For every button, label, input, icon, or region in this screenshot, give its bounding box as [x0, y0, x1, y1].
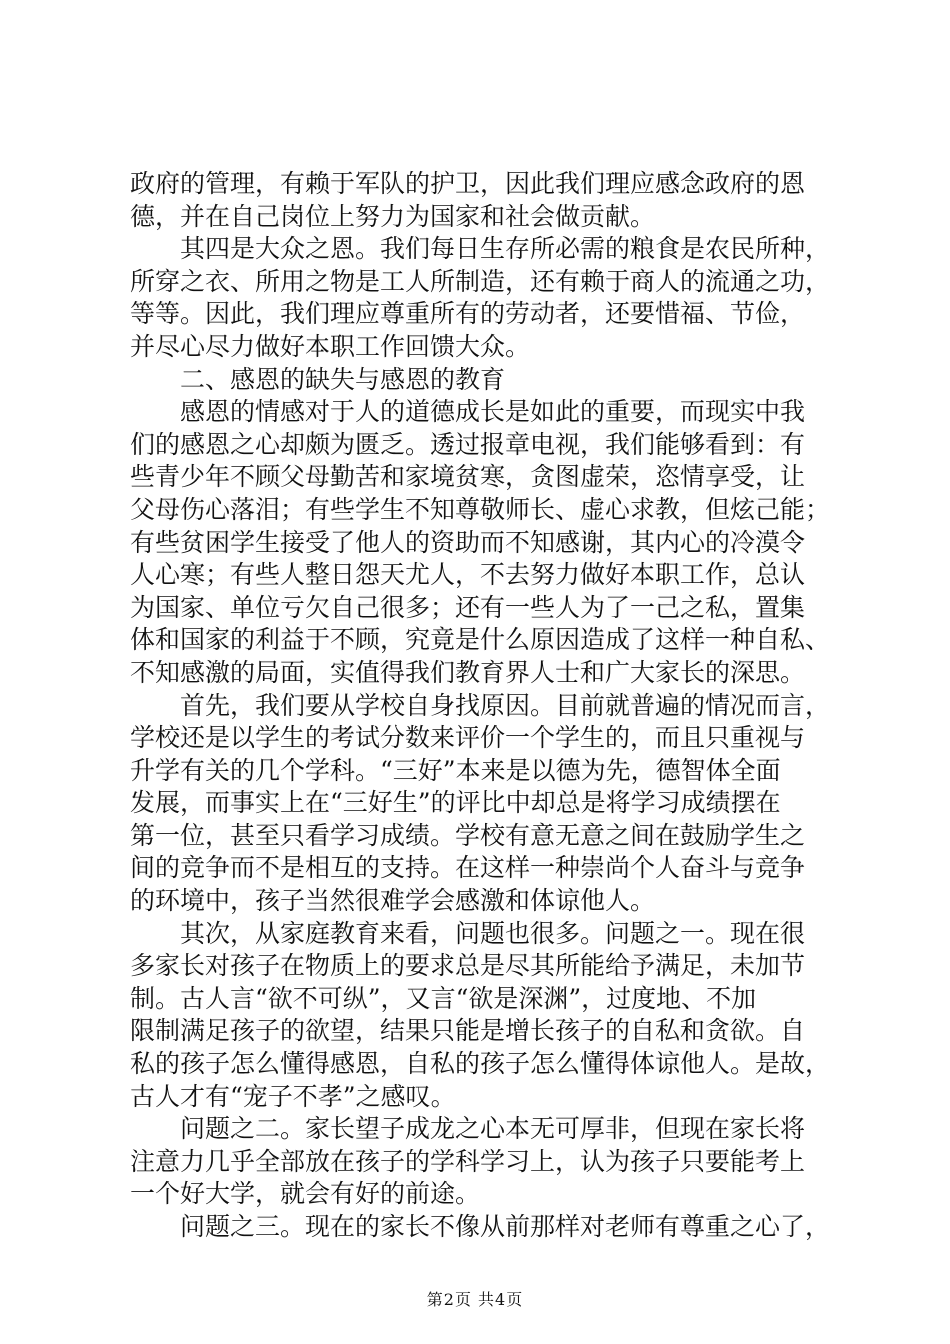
text-line: 所穿之衣、所用之物是工人所制造，还有赖于商人的流通之功，: [130, 266, 831, 296]
page-footer: 第2页 共4页: [426, 1290, 524, 1309]
text-line: 升学有关的几个学科。“三好”本来是以德为先，德智体全面: [130, 755, 781, 785]
text-line: 问题之二。家长望子成龙之心本无可厚非，但现在家长将: [180, 1114, 806, 1144]
text-line: 等等。因此，我们理应尊重所有的劳动者，还要惜福、节俭，: [130, 299, 806, 329]
text-line: 间的竞争而不是相互的支持。在这样一种崇尚个人奋斗与竞争: [130, 853, 806, 883]
text-line: 其次，从家庭教育来看，问题也很多。问题之一。现在很: [180, 918, 806, 948]
text-line: 有些贫困学生接受了他人的资助而不知感谢，其内心的冷漠令: [130, 527, 806, 557]
text-line: 感恩的情感对于人的道德成长是如此的重要，而现实中我: [180, 397, 806, 427]
text-line: 首先，我们要从学校自身找原因。目前就普遍的情况而言，: [180, 690, 831, 720]
text-line: 学校还是以学生的考试分数来评价一个学生的，而且只重视与: [130, 723, 806, 753]
text-line: 一个好大学，就会有好的前途。: [130, 1179, 481, 1209]
text-line: 父母伤心落泪；有些学生不知尊敬师长、虚心求教，但炫己能；: [130, 494, 831, 524]
text-line: 政府的管理，有赖于军队的护卫，因此我们理应感念政府的恩: [130, 169, 806, 198]
text-line: 第一位，甚至只看学习成绩。学校有意无意之间在鼓励学生之: [130, 820, 806, 850]
text-line: 们的感恩之心却颇为匮乏。透过报章电视，我们能够看到：有: [130, 429, 806, 459]
text-line: 些青少年不顾父母勤苦和家境贫寒，贪图虚荣，恣情享受，让: [130, 462, 806, 492]
text-line: 发展，而事实上在“三好生”的评比中却总是将学习成绩摆在: [130, 788, 781, 818]
text-line: 私的孩子怎么懂得感恩，自私的孩子怎么懂得体谅他人。是故，: [130, 1049, 831, 1079]
text-line: 注意力几乎全部放在孩子的学科学习上，认为孩子只要能考上: [130, 1146, 806, 1176]
text-line: 问题之三。现在的家长不像从前那样对老师有尊重之心了，: [180, 1212, 831, 1241]
text-line: 多家长对孩子在物质上的要求总是尽其所能给予满足，未加节: [130, 951, 806, 981]
text-line: 制。古人言“欲不可纵”，又言“欲是深渊”，过度地、不加: [130, 983, 757, 1013]
text-line: 德，并在自己岗位上努力为国家和社会做贡献。: [130, 201, 656, 231]
text-line: 体和国家的利益于不顾，究竟是什么原因造成了这样一种自私、: [130, 625, 831, 655]
text-line: 不知感激的局面，实值得我们教育界人士和广大家长的深思。: [130, 657, 806, 687]
text-line: 二、感恩的缺失与感恩的教育: [180, 364, 506, 394]
text-line: 人心寒；有些人整日怨天尤人，不去努力做好本职工作，总认: [130, 560, 806, 590]
text-line: 古人才有“宠子不孝”之感叹。: [130, 1081, 456, 1111]
text-line: 为国家、单位亏欠自己很多；还有一些人为了一己之私，置集: [130, 592, 806, 622]
document-body: [130, 168, 830, 1244]
text-line: 限制满足孩子的欲望，结果只能是增长孩子的自私和贪欲。自: [130, 1016, 806, 1046]
text-line: 的环境中，孩子当然很难学会感激和体谅他人。: [130, 886, 656, 916]
text-line: 其四是大众之恩。我们每日生存所必需的粮食是农民所种，: [180, 234, 831, 264]
text-line: 并尽心尽力做好本职工作回馈大众。: [130, 331, 531, 361]
